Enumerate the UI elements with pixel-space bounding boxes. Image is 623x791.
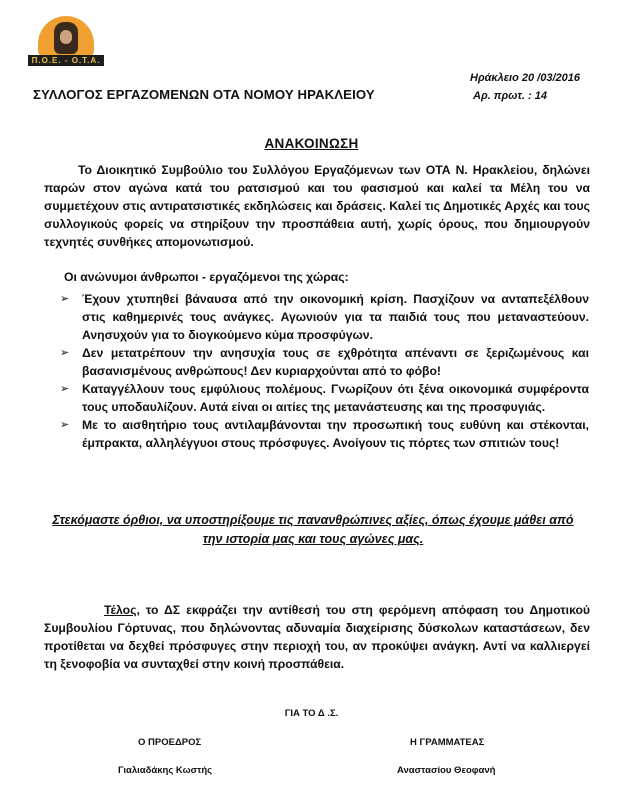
organization-name: ΣΥΛΛΟΓΟΣ ΕΡΓΑΖΟΜΕΝΩΝ ΟΤΑ ΝΟΜΟΥ ΗΡΑΚΛΕΙΟΥ [33,87,375,102]
secretary-name: Αναστασίου Θεοφανή [397,765,496,776]
list-item [58,380,589,416]
list-item-text: Με το αισθητήριο τους αντιλαμβάνονται την προσωπική τους ευθύνη και στέκονται, έμπρακτα, αλληλέγγυοι στους πρόσφυγες. Ανοίγουν τις πόρτες των σπιτιών τους! [82,418,589,450]
secretary-role: Η ΓΡΑΜΜΑΤΕΑΣ [410,737,485,748]
logo-figure-icon [54,22,78,54]
list-item [58,290,589,344]
president-name: Γιαλιαδάκης Κωστής [118,765,213,776]
motto-statement: Στεκόμαστε όρθιοι, να υποστηρίξουμε τις πανανθρώπινες αξίες, όπως έχουμε μάθει από την ιστορία μας και τους αγώνες μας. [52,513,574,546]
union-logo [28,16,104,66]
president-role: Ο ΠΡΟΕΔΡΟΣ [138,737,202,748]
list-item [58,416,589,452]
signature-heading: ΓΙΑ ΤΟ Δ .Σ. [284,708,339,719]
arrow-bullet-icon: ➢ [60,293,70,305]
document-date: Ηράκλειο 20 /03/2016 [470,72,580,84]
list-item-text: Έχουν χτυπηθεί βάναυσα από την οικονομική κρίση. Πασχίζουν να ανταπεξέλθουν στις καθημερινές τους ανάγκες. Αγωνιούν για τα παιδιά τους που μεταναστεύουν. Ανησυχούν για το διογκούμενο κύμα προσφύγων. [82,292,589,342]
logo-text: Π.Ο.Ε. - Ο.Τ.Α. [28,55,104,66]
list-item-text: Καταγγέλλουν τους εμφύλιους πολέμους. Γνωρίζουν ότι ξένα οικονομικά συμφέροντα τους υποδαυλίζουν. Αυτά είναι οι αιτίες της μετανάστευσης και της προσφυγιάς. [82,382,589,414]
closing-lead: Τέλος, [104,603,140,617]
protocol-number: Αρ. πρωτ. : 14 [473,90,547,102]
paragraph-closing [44,601,590,673]
bullet-list [58,290,589,452]
list-item-text: Δεν μετατρέπουν την ανησυχία τους σε εχθρότητα απέναντι σε ξεριζωμένους και βασανισμένους ανθρώπους! Δεν κυριαρχούνται από το φόβο! [82,346,589,378]
document-title: ΑΝΑΚΟΙΝΩΣΗ [264,136,359,151]
logo-emblem [38,16,94,58]
paragraph-board-statement: Το Διοικητικό Συμβούλιο του Συλλόγου Εργαζόμενων των ΟΤΑ Ν. Ηρακλείου, δηλώνει παρών στον αγώνα κατά του ρατσισμού και του φασισμού και καλεί τα Μέλη του να συμμετέχουν στις αντιρατσιστικές εκδηλώσεις και δράσεις. Καλεί τις Δημοτικές Αρχές και τους συλλογικούς φορείς να στηρίξουν την προσπάθεια αυτή, χωρίς όρους, που δημιουργούν τεχνητές συνθήκες απομονωτισμού. [44,163,590,249]
list-item [58,344,589,380]
arrow-bullet-icon: ➢ [60,383,70,395]
arrow-bullet-icon: ➢ [60,347,70,359]
closing-text: το ΔΣ εκφράζει την αντίθεσή του στη φερόμενη απόφαση του Δημοτικού Συμβουλίου Γόρτυνας, που δηλώνοντας αδυναμία διαχείρισης δύσκολων καταστάσεων, δεν προτίθεται να δεχθεί πρόσφυγες στην περιοχή του, αν προκύψει ανάγκη. Αντί να καλλιεργεί τη ξενοφοβία να συνταχθεί στην κοινή προσπάθεια. [44,603,590,671]
arrow-bullet-icon: ➢ [60,419,70,431]
bullets-intro: Οι ανώνυμοι άνθρωποι - εργαζόμενοι της χώρας: [64,270,349,284]
